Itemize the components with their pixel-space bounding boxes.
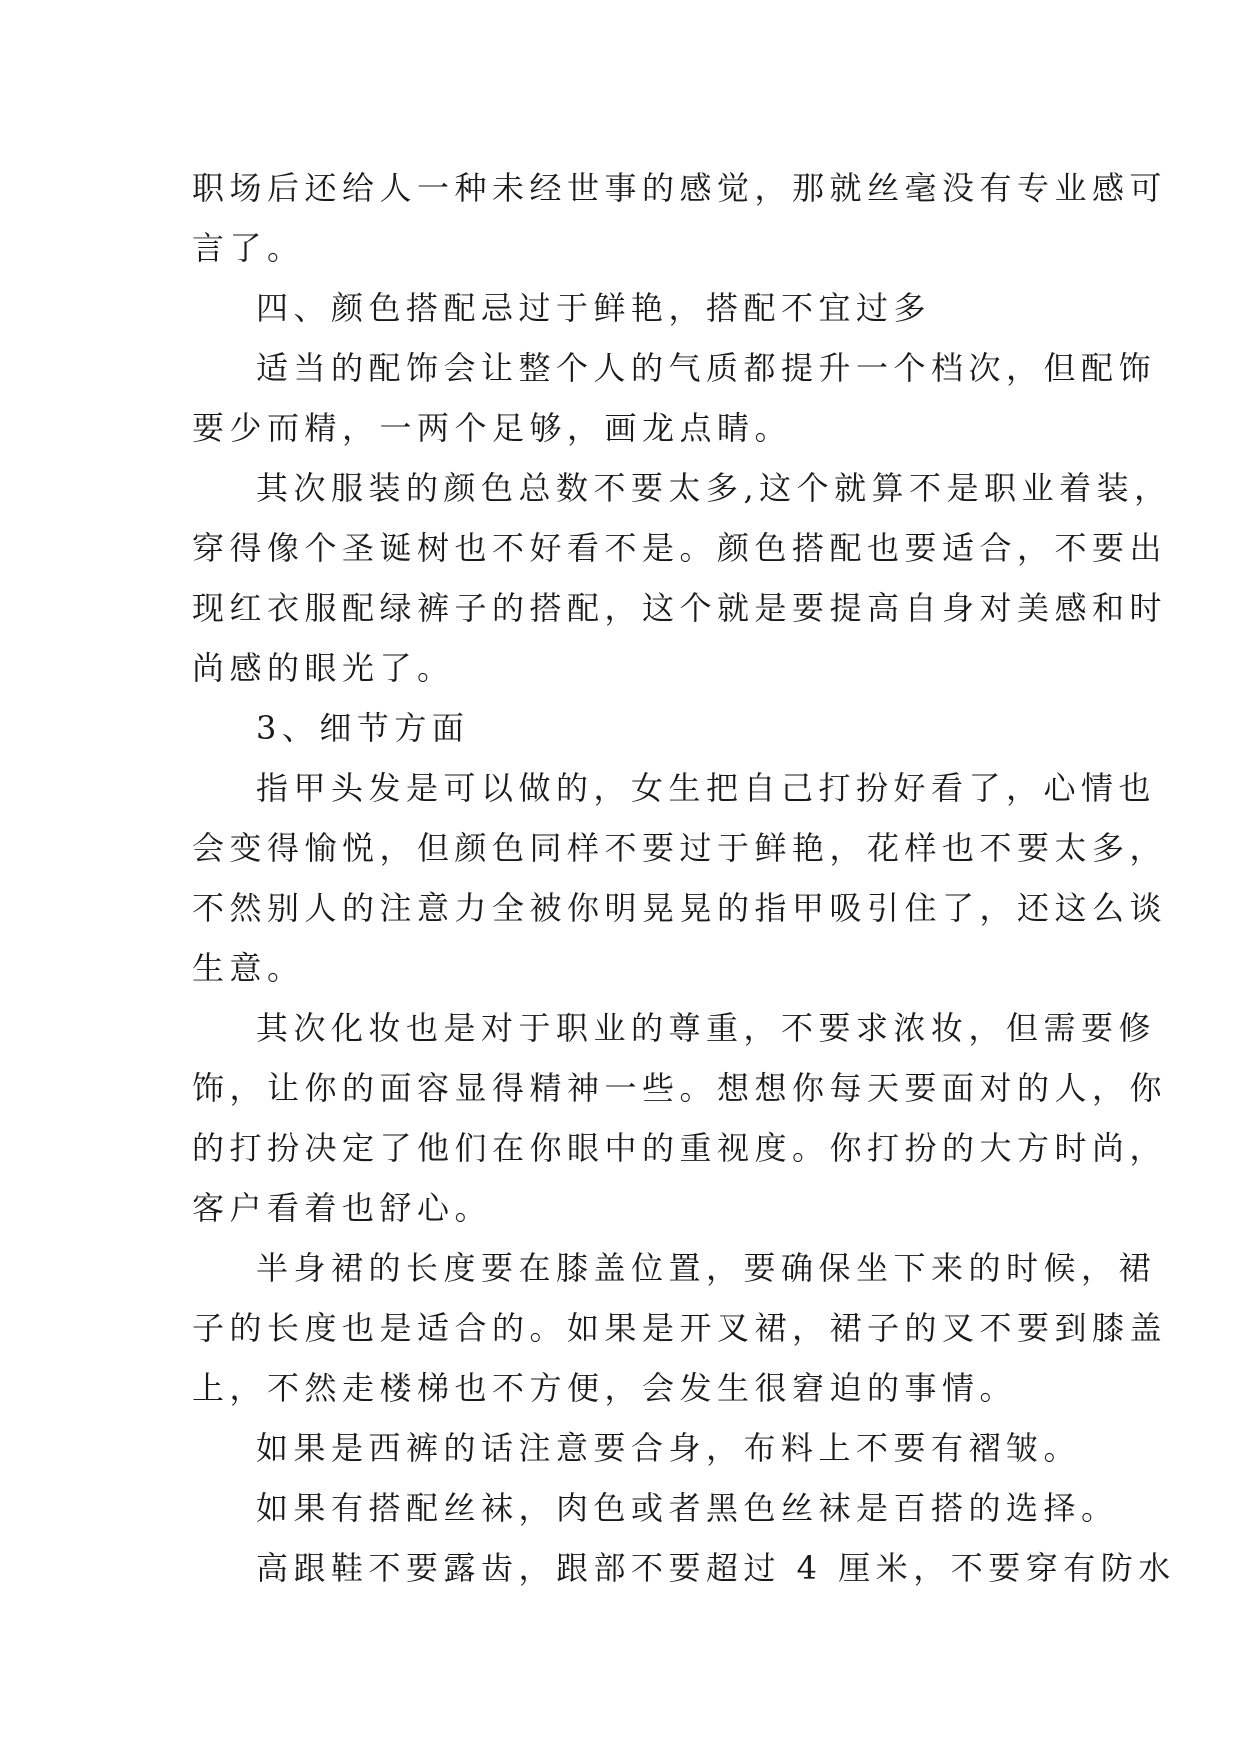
text-line: 适当的配饰会让整个人的气质都提升一个档次，但配饰: [256, 349, 1157, 387]
text-line: 职场后还给人一种未经世事的感觉，那就丝毫没有专业感可: [192, 169, 1168, 207]
text-line: 现红衣服配绿裤子的搭配，这个就是要提高自身对美感和时: [192, 589, 1168, 627]
text-line: 会变得愉悦，但颜色同样不要过于鲜艳，花样也不要太多，: [192, 829, 1168, 867]
text-line: 3、细节方面: [256, 709, 470, 747]
text-line: 子的长度也是适合的。如果是开叉裙，裙子的叉不要到膝盖: [192, 1309, 1168, 1347]
text-line: 穿得像个圣诞树也不好看不是。颜色搭配也要适合，不要出: [192, 529, 1168, 567]
text-line: 半身裙的长度要在膝盖位置，要确保坐下来的时候，裙: [256, 1249, 1157, 1287]
text-line: 其次服装的颜色总数不要太多,这个就算不是职业着装，: [256, 469, 1172, 507]
text-line: 言了。: [192, 229, 305, 267]
text-line: 上，不然走楼梯也不方便，会发生很窘迫的事情。: [192, 1369, 1018, 1407]
text-line: 四、颜色搭配忌过于鲜艳，搭配不宜过多: [256, 289, 932, 327]
text-line: 生意。: [192, 949, 305, 987]
text-line: 其次化妆也是对于职业的尊重，不要求浓妆，但需要修: [256, 1009, 1157, 1047]
text-line: 如果是西裤的话注意要合身，布料上不要有褶皱。: [256, 1429, 1082, 1467]
text-line: 的打扮决定了他们在你眼中的重视度。你打扮的大方时尚，: [192, 1129, 1168, 1167]
text-line: 饰，让你的面容显得精神一些。想想你每天要面对的人，你: [192, 1069, 1168, 1107]
text-line: 客户看着也舒心。: [192, 1189, 493, 1227]
text-line: 高跟鞋不要露齿，跟部不要超过 4 厘米，不要穿有防水: [256, 1549, 1176, 1587]
text-line: 如果有搭配丝袜，肉色或者黑色丝袜是百搭的选择。: [256, 1489, 1119, 1527]
text-line: 不然别人的注意力全被你明晃晃的指甲吸引住了，还这么谈: [192, 889, 1168, 927]
text-line: 指甲头发是可以做的，女生把自己打扮好看了，心情也: [256, 769, 1157, 807]
text-line: 尚感的眼光了。: [192, 649, 455, 687]
document-body: [192, 158, 1176, 1598]
text-line: 要少而精，一两个足够，画龙点睛。: [192, 409, 793, 447]
